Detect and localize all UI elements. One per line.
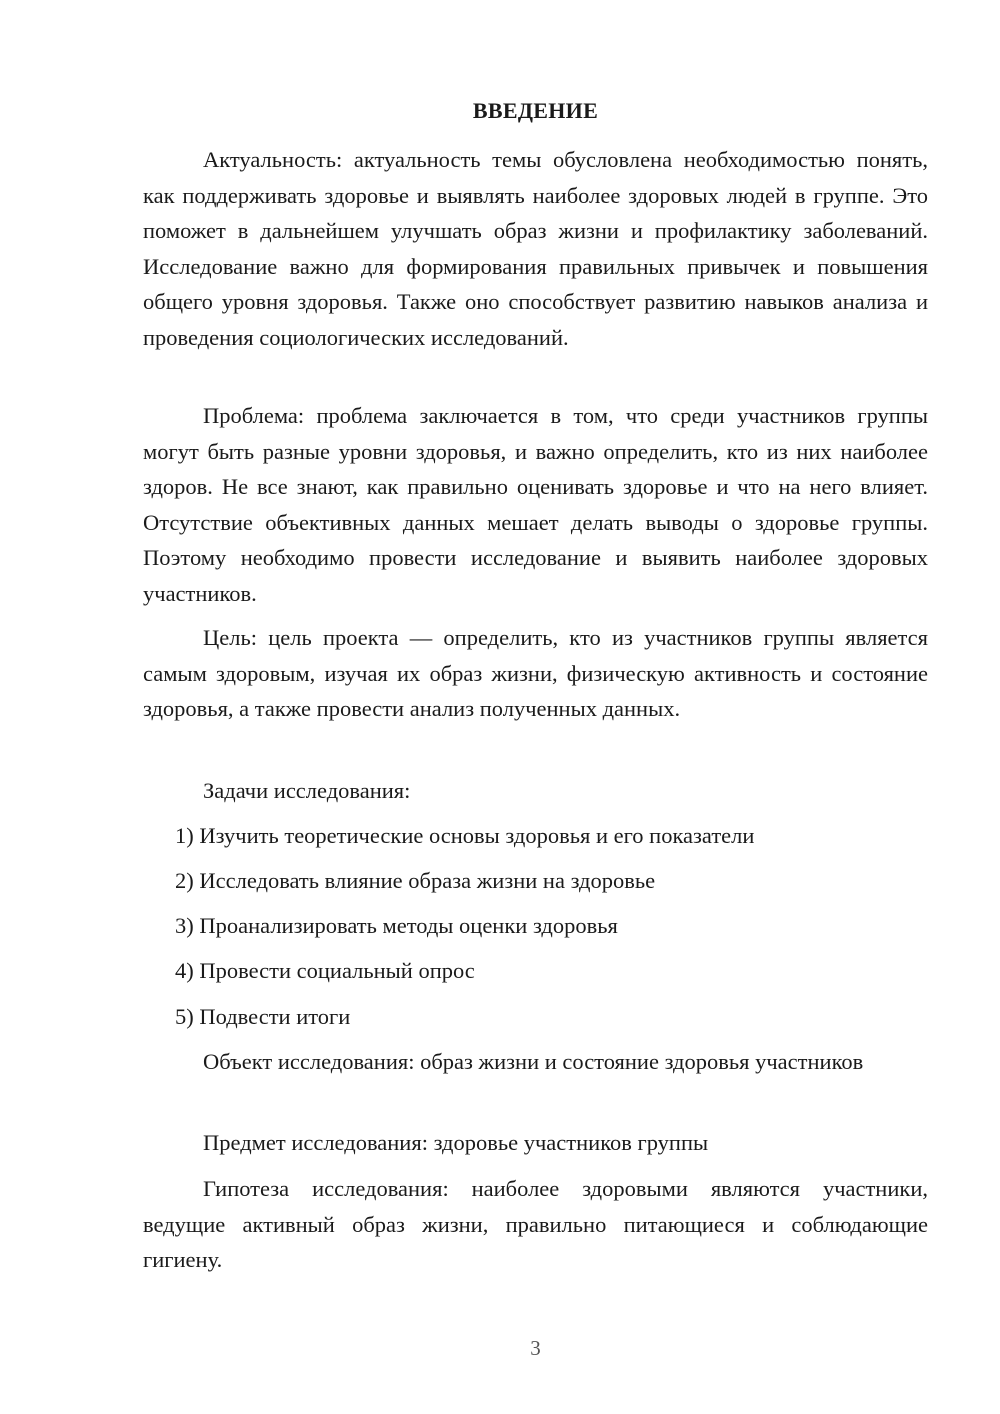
page-number: 3 (530, 1336, 541, 1360)
task-item: 4) Провести социальный опрос (175, 958, 475, 983)
object-paragraph: Объект исследования: образ жизни и состояние здоровья участников (203, 1049, 864, 1074)
task-item: 1) Изучить теоретические основы здоровья и его показатели (175, 823, 755, 848)
task-item: 2) Исследовать влияние образа жизни на здоровье (175, 868, 656, 893)
relevance-paragraph: Актуальность: актуальность темы обусловлена необходимостью понять, как поддерживать здоровье и выявлять наиболее здоровых людей в группе. Это поможет в дальнейшем улучшать образ жизни и профилактику заболеваний. Исследование важно для формирования правильных привычек и повышения общего уровня здоровья. Также оно способствует развитию навыков анализа и проведения социологических исследований. (143, 147, 928, 350)
subject-paragraph: Предмет исследования: здоровье участников группы (203, 1130, 709, 1155)
problem-paragraph: Проблема: проблема заключается в том, что среди участников группы могут быть разные уровни здоровья, и важно определить, кто из них наиболее здоров. Не все знают, как правильно оценивать здоровье и что на него влияет. Отсутствие объективных данных мешает делать выводы о здоровье группы. Поэтому необходимо провести исследование и выявить наиболее здоровых участников. (143, 403, 928, 606)
hypothesis-paragraph: Гипотеза исследования: наиболее здоровыми являются участники, ведущие активный образ жизни, правильно питающиеся и соблюдающие гигиену. (143, 1176, 928, 1272)
goal-paragraph: Цель: цель проекта — определить, кто из участников группы является самым здоровым, изучая их образ жизни, физическую активность и состояние здоровья, а также провести анализ полученных данных. (143, 625, 928, 721)
section-title: ВВЕДЕНИЕ (472, 98, 599, 123)
task-item: 5) Подвести итоги (175, 1004, 351, 1029)
tasks-heading: Задачи исследования: (203, 778, 411, 803)
task-item: 3) Проанализировать методы оценки здоровья (175, 913, 618, 938)
